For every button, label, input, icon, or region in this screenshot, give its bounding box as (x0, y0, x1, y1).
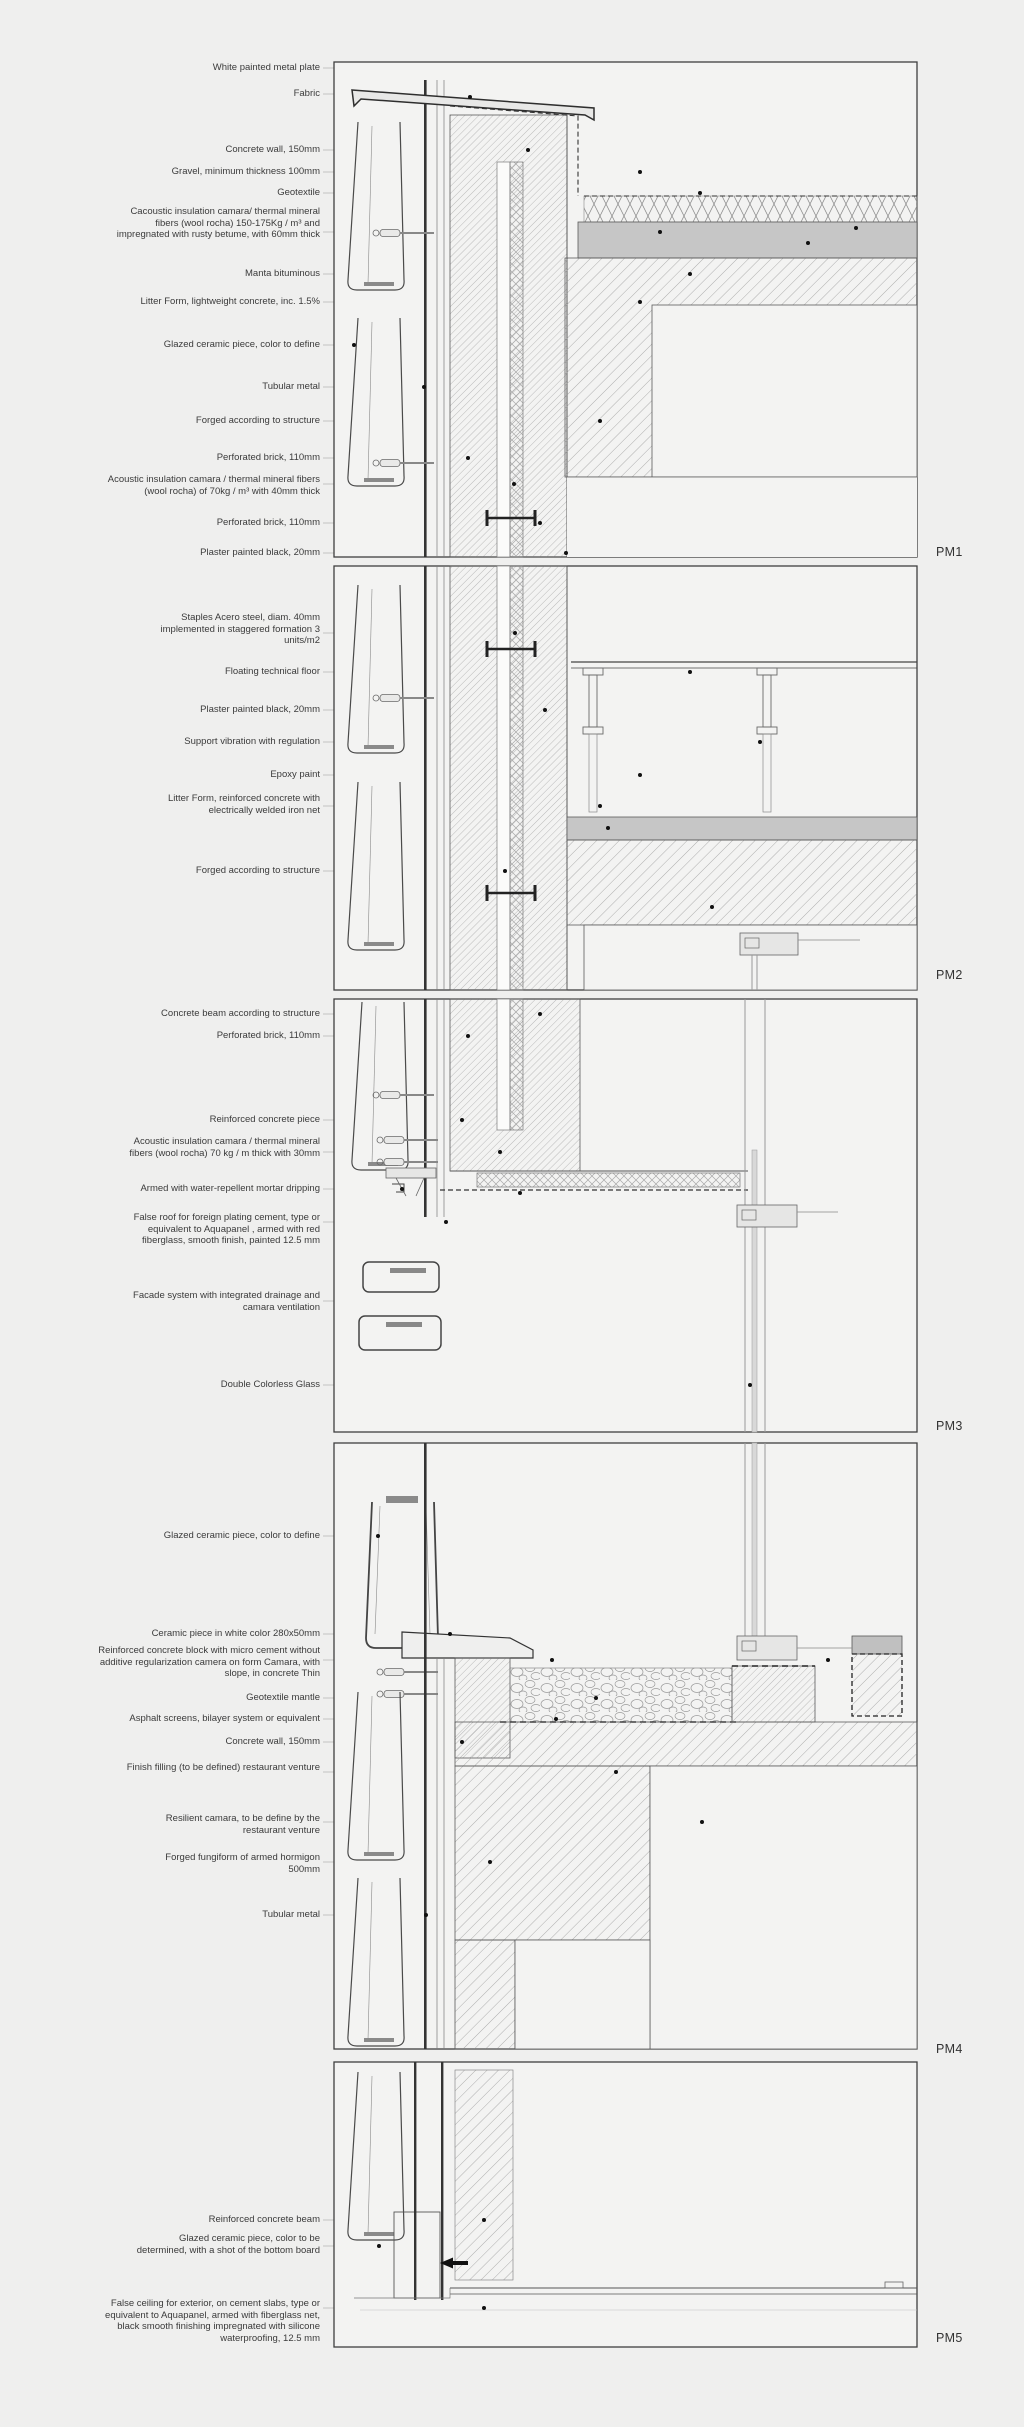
panel-pm4-drawing (334, 1443, 917, 2049)
annotation-label: Armed with water-repellent mortar dripping (140, 1183, 320, 1194)
annotation-label: Fabric (293, 88, 320, 99)
annotation-label: Support vibration with regulation (184, 736, 320, 747)
annotation-label: Glazed ceramic piece, color to define (163, 339, 320, 350)
annotation-label: Gravel, minimum thickness 100mm (171, 166, 320, 177)
annotation-label: Litter Form, lightweight concrete, inc. 1.5% (140, 296, 320, 307)
section-label-pm4: PM4 (936, 2042, 963, 2056)
annotation-label: Manta bituminous (245, 268, 320, 279)
annotation-label: Cacoustic insulation camara/ thermal mineral fibers (wool rocha) 150-175Kg / m³ and impregnated with rusty betume, with 60mm thick (116, 206, 320, 241)
annotation-label: Geotextile (277, 187, 320, 198)
annotation-label: Acoustic insulation camara / thermal mineral fibers (wool rocha) of 70kg / m³ with 40mm thick (107, 474, 320, 497)
section-label-pm2: PM2 (936, 968, 963, 982)
annotation-label: Glazed ceramic piece, color to define (163, 1530, 320, 1541)
annotation-label: Acoustic insulation camara / thermal mineral fibers (wool rocha) 70 kg / m thick with 30mm (129, 1136, 320, 1159)
annotation-label: Reinforced concrete beam (208, 2214, 320, 2225)
annotation-label: Forged according to structure (195, 415, 320, 426)
annotation-label: Forged fungiform of armed hormigon 500mm (165, 1852, 320, 1875)
section-label-pm3: PM3 (936, 1419, 963, 1433)
annotation-label: Concrete wall, 150mm (225, 144, 320, 155)
annotation-label: Tubular metal (262, 381, 320, 392)
annotation-label: Finish filling (to be defined) restaurant venture (126, 1762, 320, 1773)
annotation-label: Plaster painted black, 20mm (200, 704, 320, 715)
annotation-label: Forged according to structure (195, 865, 320, 876)
annotation-label: Geotextile mantle (246, 1692, 320, 1703)
annotation-label: Concrete beam according to structure (161, 1008, 320, 1019)
panel-pm3-drawing (334, 999, 917, 1432)
annotation-label: Perforated brick, 110mm (216, 452, 320, 463)
annotation-label: Concrete wall, 150mm (225, 1736, 320, 1747)
annotation-label: Facade system with integrated drainage and camara ventilation (133, 1290, 320, 1313)
annotation-label: False roof for foreign plating cement, type or equivalent to Aquapanel , armed with red fiberglass, smooth finish, painted 12.5 mm (133, 1212, 320, 1247)
annotation-label: Asphalt screens, bilayer system or equivalent (129, 1713, 320, 1724)
annotation-label: Plaster painted black, 20mm (200, 547, 320, 558)
annotation-label: Double Colorless Glass (220, 1379, 320, 1390)
annotation-label: Epoxy paint (270, 769, 320, 780)
section-label-pm1: PM1 (936, 545, 963, 559)
annotation-label: Tubular metal (262, 1909, 320, 1920)
annotation-label: Ceramic piece in white color 280x50mm (151, 1628, 320, 1639)
annotation-label: Perforated brick, 110mm (216, 1030, 320, 1041)
annotation-label: Reinforced concrete piece (209, 1114, 320, 1125)
section-label-pm5: PM5 (936, 2331, 963, 2345)
panel-pm1-drawing (334, 62, 917, 557)
annotation-label: Floating technical floor (224, 666, 320, 677)
annotation-label: Litter Form, reinforced concrete with electrically welded iron net (167, 793, 320, 816)
annotation-label: Staples Acero steel, diam. 40mm implemented in staggered formation 3 units/m2 (160, 612, 320, 647)
panel-pm5-drawing (334, 2062, 917, 2347)
panel-pm2-drawing (334, 566, 917, 990)
annotation-label: False ceiling for exterior, on cement slabs, type or equivalent to Aquapanel, armed with fiberglass net, black smooth finishing impregnated with silicone waterproofing, 12.5 mm (105, 2298, 320, 2344)
annotation-label: Perforated brick, 110mm (216, 517, 320, 528)
annotation-label: Resilient camara, to be define by the restaurant venture (165, 1813, 320, 1836)
annotation-label: Glazed ceramic piece, color to be determined, with a shot of the bottom board (136, 2233, 320, 2256)
annotation-label: Reinforced concrete block with micro cement without additive regularization camera on form Camara, with slope, in concrete Thin (98, 1645, 320, 1680)
annotation-label: White painted metal plate (212, 62, 320, 73)
